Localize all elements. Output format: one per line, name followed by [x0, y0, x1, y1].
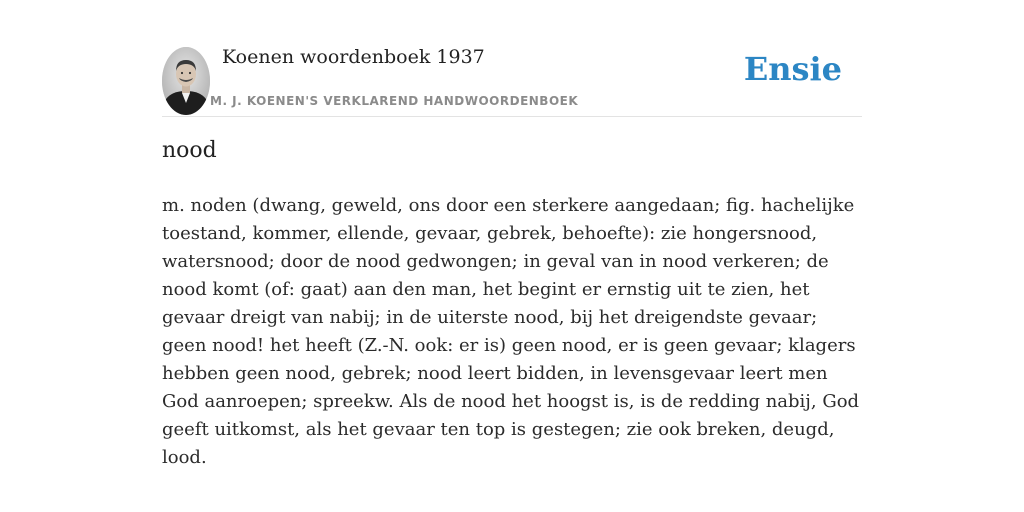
- entry-headword: nood: [162, 138, 217, 163]
- dictionary-header: [162, 44, 862, 117]
- author-portrait-icon: [162, 47, 210, 115]
- ensie-logo-link[interactable]: Ensie: [743, 50, 842, 88]
- entry-definition: m. noden (dwang, geweld, ons door een sterkere aangedaan; fig. hachelijke toestand, kommer, ellende, gevaar, gebrek, behoefte): zie hongersnood, watersnood; door de nood gedwongen; in geval van in nood verkeren; de nood komt (of: gaat) aan den man, het begint er ernstig uit te zien, het gevaar dreigt van nabij; in de uiterste nood, bij het dreigendste gevaar; geen nood! het heeft (Z.-N. ook: er is) geen nood, er is geen gevaar; klagers hebben geen nood, gebrek; nood leert bidden, in levensgevaar leert men God aanroepen; spreekw. Als de nood het hoogst is, is de redding nabij, God geeft uitkomst, als het gevaar ten top is gestegen; zie ook breken, deugd, lood.: [162, 195, 860, 468]
- dictionary-title-link[interactable]: Koenen woordenboek 1937: [222, 46, 485, 68]
- dictionary-subtitle: M. J. KOENEN'S VERKLAREND HANDWOORDENBOEK: [210, 94, 579, 108]
